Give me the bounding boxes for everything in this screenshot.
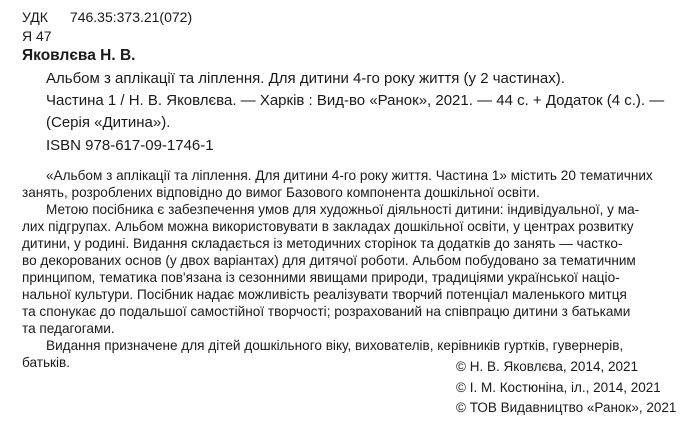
copyright-block bbox=[456, 357, 676, 419]
annotation-line: нальної культури. Посібник надає можливість реалізувати творчий потенціал маленького митця bbox=[22, 287, 627, 302]
annotation-line: занять, розроблених відповідно до вимог Базового компонента дошкільної освіти. bbox=[22, 185, 540, 200]
biblio-line: Альбом з аплікації та ліплення. Для дитини 4-го року життя (у 2 частинах). bbox=[46, 70, 565, 87]
annotation-line: та спонукає до подальшої самостійної творчості; розрахований на співпрацю дитини з батьками bbox=[22, 304, 631, 319]
annotation-line: лих підгрупах. Альбом можна використовувати в закладах дошкільної освіти, у центрах розвитку bbox=[22, 219, 634, 234]
annotation-line: во декорованих основ (у двох варіантах) для дитячої роботи. Альбом побудовано за тематичним bbox=[22, 253, 636, 268]
annotation-line: батьків. bbox=[22, 355, 71, 370]
copyright-line: © І. М. Костюніна, іл., 2014, 2021 bbox=[456, 379, 661, 395]
author-mark: Я 47 bbox=[22, 28, 52, 44]
annotation-line: принципом, тематика пов'язана із сезонними явищами природи, традиціями української націо- bbox=[22, 270, 620, 285]
biblio-line: (Серія «Дитина»). bbox=[46, 114, 171, 131]
isbn: ISBN 978-617-09-1746-1 bbox=[46, 137, 214, 154]
annotation-line: Видання призначене для дітей дошкільного віку, вихователів, керівників гуртків, гувернерів, bbox=[46, 338, 624, 353]
bibliographic-description bbox=[46, 68, 696, 134]
copyright-line: © Н. В. Яковлєва, 2014, 2021 bbox=[456, 359, 638, 374]
udk-label: УДК bbox=[22, 9, 48, 25]
annotation-line: дитини, у родині. Видання складається із методичних сторінок та додатків до занять — частко- bbox=[22, 236, 623, 251]
annotation-line: «Альбом з аплікації та ліплення. Для дитини 4-го року життя. Частина 1» містить 20 тематичних bbox=[46, 168, 653, 183]
biblio-line: Частина 1 / Н. В. Яковлєва. — Харків : Вид-во «Ранок», 2021. — 44 с. + Додаток (4 с.). — bbox=[46, 92, 665, 109]
author-heading: Яковлєва Н. В. bbox=[22, 47, 136, 64]
udk-line bbox=[22, 8, 192, 26]
annotation-line: та педагогами. bbox=[22, 321, 115, 336]
annotation-line: Метою посібника є забезпечення умов для художньої діяльності дитини: індивідуальної, у ма- bbox=[46, 202, 640, 217]
udk-code: 746.35:373.21(072) bbox=[69, 9, 193, 25]
annotation bbox=[22, 167, 698, 371]
copyright-line: © ТОВ Видавництво «Ранок», 2021 bbox=[456, 400, 677, 415]
